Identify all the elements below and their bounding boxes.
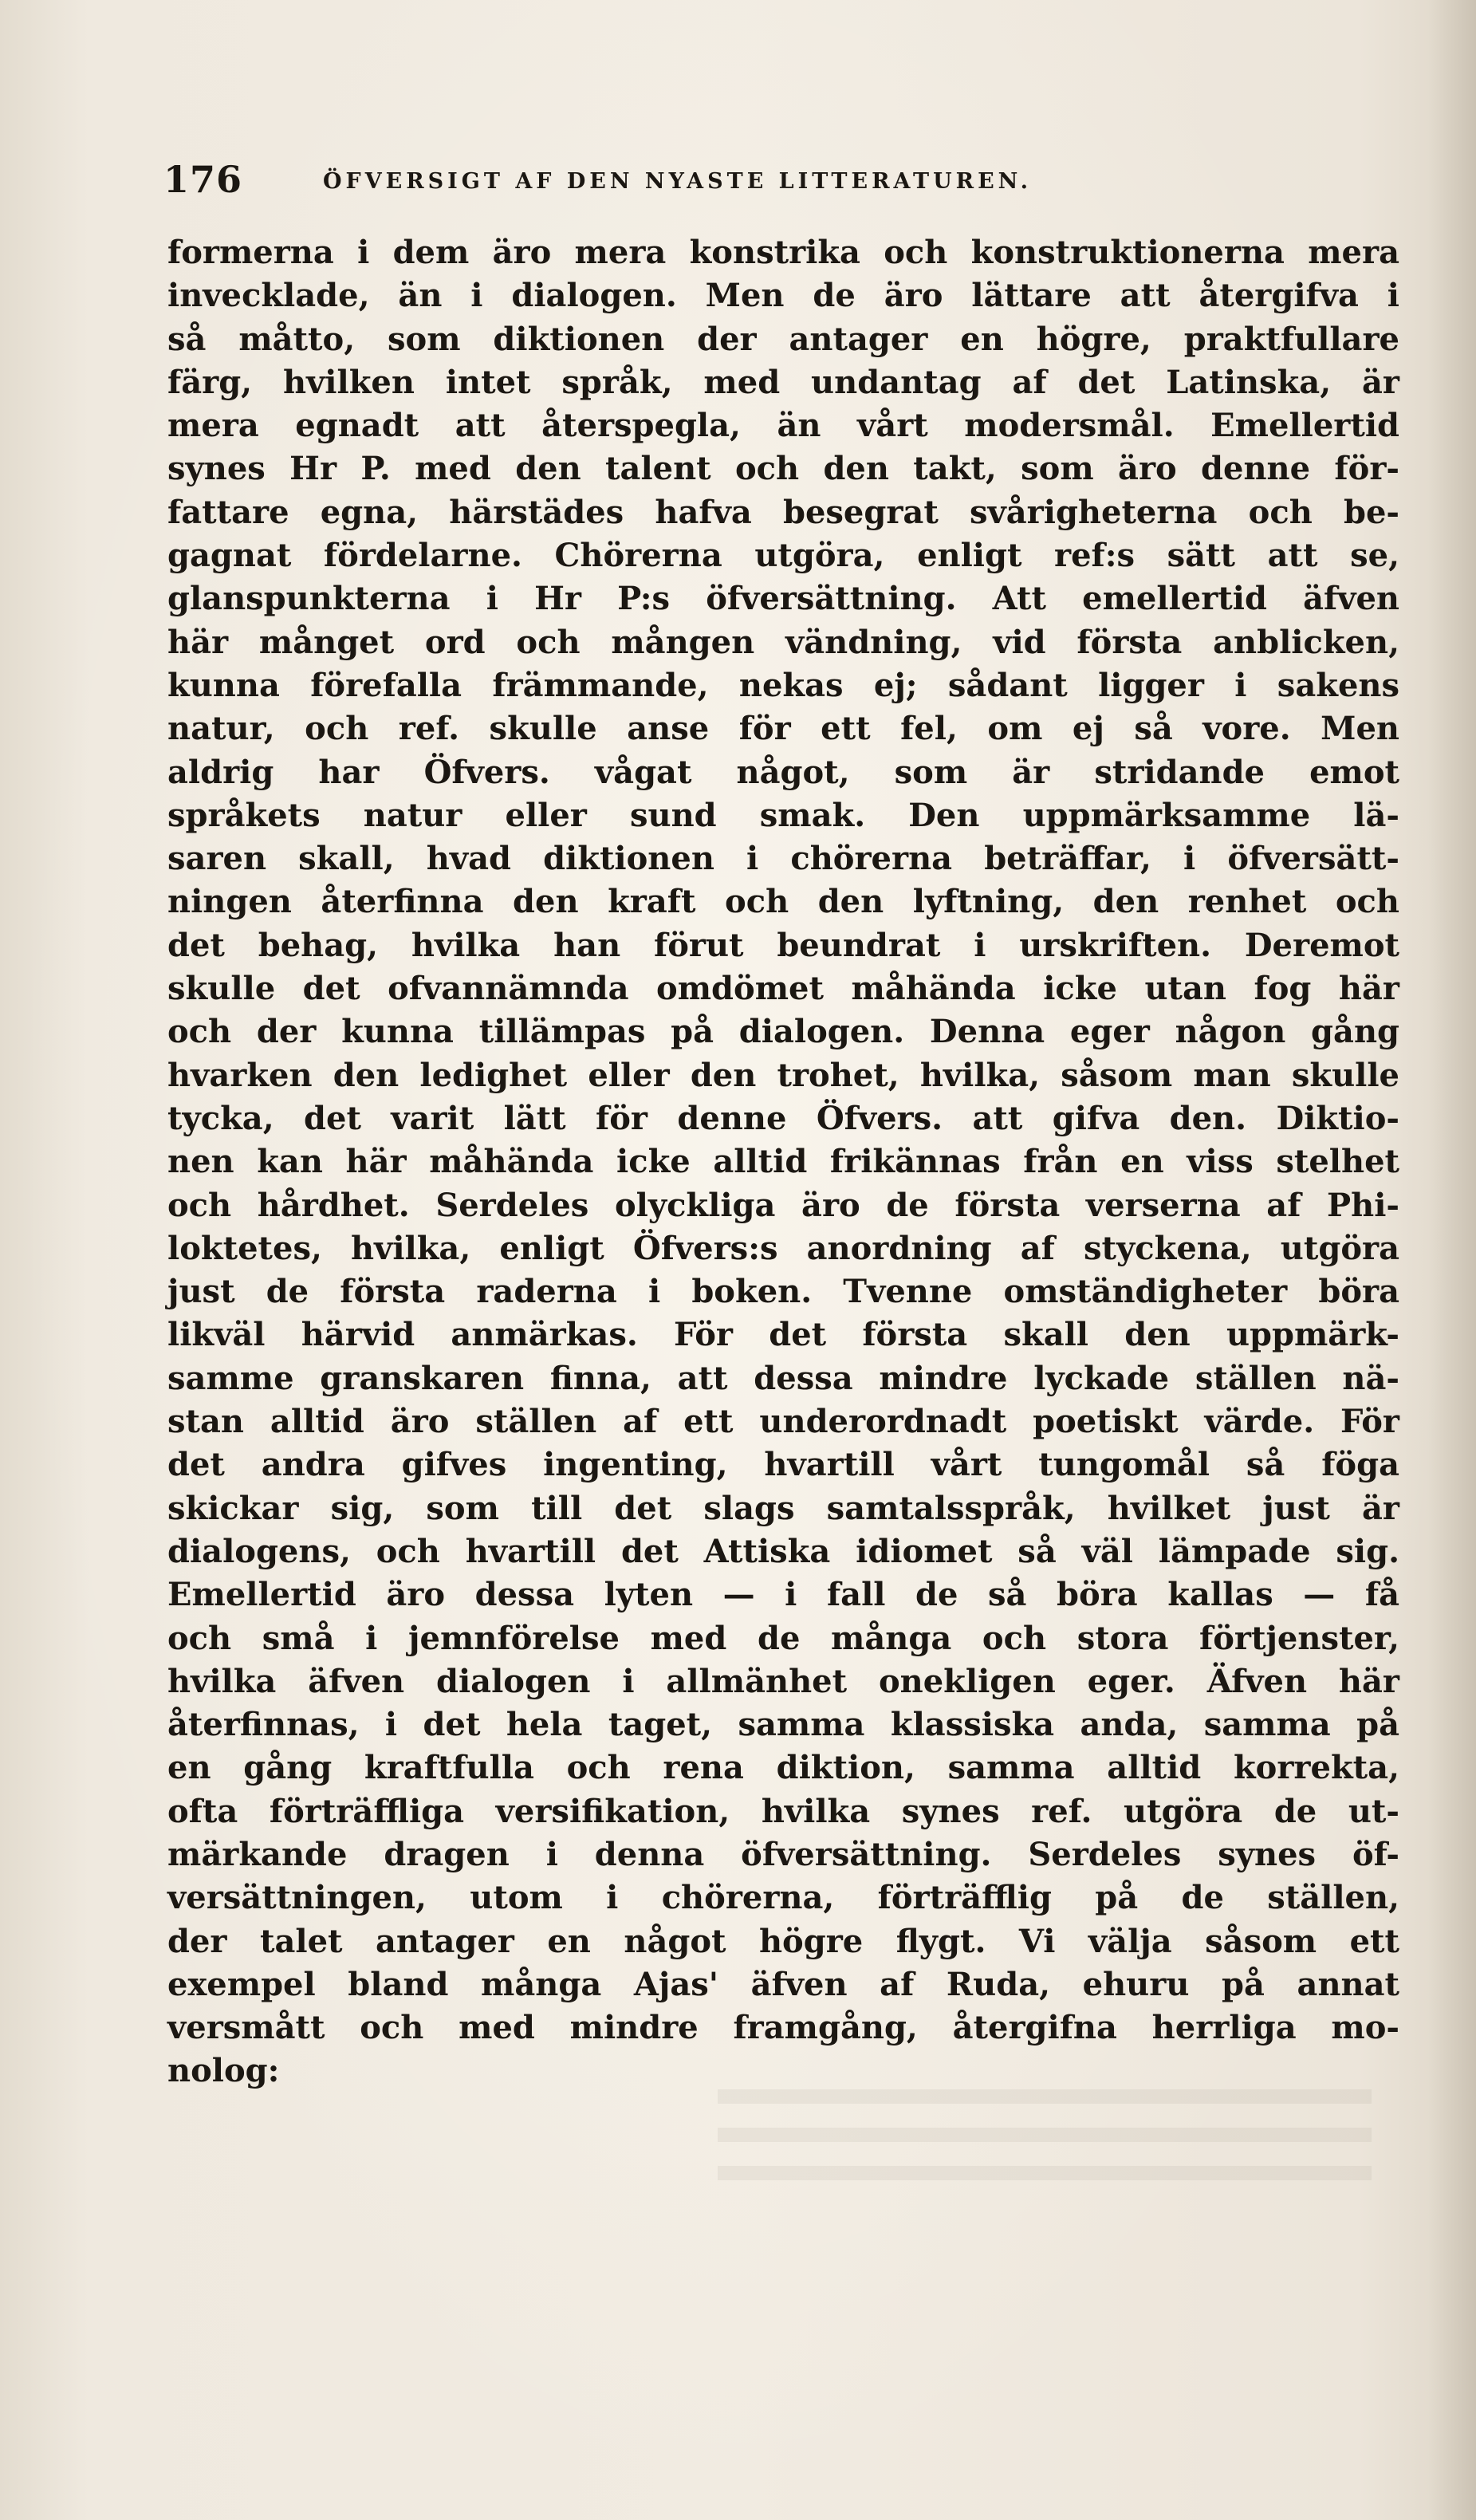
text-line: ningen återfinna den kraft och den lyftning, den renhet och [167, 883, 1399, 921]
text-line: exempel bland många Ajas' äfven af Ruda, ehuru på annat [167, 1965, 1399, 2003]
page-edge-shadow [1428, 0, 1476, 2520]
text-line: invecklade, än i dialogen. Men de äro lättare att återgifva i [167, 277, 1399, 315]
text-line: återfinnas, i det hela taget, samma klassiska anda, samma på [167, 1706, 1399, 1744]
text-line: synes Hr P. med den talent och den takt, som äro denne för- [167, 450, 1399, 488]
text-line: tycka, det varit lätt för denne Öfvers. att gifva den. Diktio- [167, 1099, 1399, 1137]
page-number: 176 [163, 158, 243, 201]
text-line: och der kunna tillämpas på dialogen. Denna eger någon gång [167, 1013, 1399, 1051]
text-line: fattare egna, härstädes hafva besegrat svårigheterna och be- [167, 493, 1399, 531]
text-line: versättningen, utom i chörerna, förträfflig på de ställen, [167, 1879, 1399, 1917]
text-line: mera egnadt att återspegla, än vårt modersmål. Emellertid [167, 407, 1399, 445]
text-line: loktetes, hvilka, enligt Öfvers:s anordning af styckena, utgöra [167, 1229, 1399, 1267]
text-line: hvarken den ledighet eller den trohet, hvilka, såsom man skulle [167, 1056, 1399, 1094]
text-line: märkande dragen i denna öfversättning. Serdeles synes öf- [167, 1835, 1399, 1873]
text-line: natur, och ref. skulle anse för ett fel, om ej så vore. Men [167, 710, 1399, 748]
text-line: så måtto, som diktionen der antager en högre, praktfullare [167, 320, 1399, 358]
text-line: glanspunkterna i Hr P:s öfversättning. Att emellertid äfven [167, 580, 1399, 618]
text-line: språkets natur eller sund smak. Den uppmärksamme lä- [167, 796, 1399, 834]
text-line: gagnat fördelarne. Chörerna utgöra, enligt ref:s sätt att se, [167, 537, 1399, 575]
text-line: dialogens, och hvartill det Attiska idiomet så väl lämpade sig. [167, 1532, 1399, 1570]
text-line: ofta förträffliga versifikation, hvilka synes ref. utgöra de ut- [167, 1792, 1399, 1830]
text-line: formerna i dem äro mera konstrika och konstruktionerna mera [167, 234, 1399, 271]
text-line: der talet antager en något högre flygt. Vi välja såsom ett [167, 1922, 1399, 1960]
text-line: färg, hvilken intet språk, med undantag af det Latinska, är [167, 363, 1399, 401]
text-line: nen kan här måhända icke alltid frikännas från en viss stelhet [167, 1143, 1399, 1181]
text-line: versmått och med mindre framgång, återgifna herrliga mo- [167, 2009, 1399, 2047]
text-line: skulle det ofvannämnda omdömet måhända icke utan fog här [167, 970, 1399, 1008]
text-line: aldrig har Öfvers. vågat något, som är stridande emot [167, 753, 1399, 791]
text-line: saren skall, hvad diktionen i chörerna beträffar, i öfversätt- [167, 840, 1399, 878]
text-line: kunna förefalla främmande, nekas ej; sådant ligger i sakens [167, 666, 1399, 704]
text-line: det behag, hvilka han förut beundrat i urskriften. Deremot [167, 926, 1399, 964]
text-line: nolog: [167, 2052, 280, 2090]
show-through-text [718, 2089, 1372, 2201]
text-line: en gång kraftfulla och rena diktion, samma alltid korrekta, [167, 1749, 1399, 1787]
text-line: och hårdhet. Serdeles olyckliga äro de första verserna af Phi- [167, 1186, 1399, 1224]
text-line: samme granskaren finna, att dessa mindre lyckade ställen nä- [167, 1359, 1399, 1397]
body-text [167, 231, 1399, 2093]
text-line: hvilka äfven dialogen i allmänhet onekligen eger. Äfven här [167, 1662, 1399, 1700]
running-head: ÖFVERSIGT AF DEN NYASTE LITTERATUREN. [323, 169, 1033, 194]
page-header [163, 158, 1376, 206]
text-line: likväl härvid anmärkas. För det första skall den uppmärk- [167, 1316, 1399, 1354]
text-line: stan alltid äro ställen af ett underordnadt poetiskt värde. För [167, 1403, 1399, 1441]
text-line: och små i jemnförelse med de många och stora förtjenster, [167, 1619, 1399, 1657]
text-line: här månget ord och mången vändning, vid första anblicken, [167, 623, 1399, 661]
text-line: Emellertid äro dessa lyten — i fall de så böra kallas — få [167, 1576, 1399, 1614]
text-line: skickar sig, som till det slags samtalsspråk, hvilket just är [167, 1489, 1399, 1527]
text-line: just de första raderna i boken. Tvenne omständigheter böra [167, 1273, 1399, 1311]
text-line: det andra gifves ingenting, hvartill vårt tungomål så föga [167, 1446, 1399, 1484]
